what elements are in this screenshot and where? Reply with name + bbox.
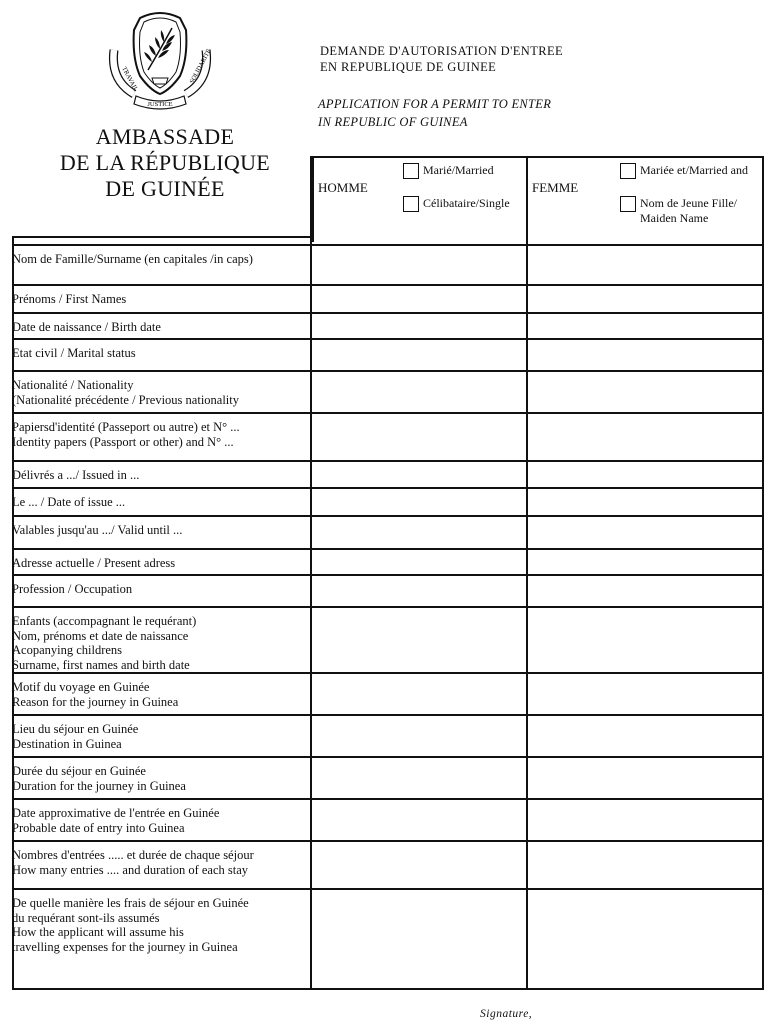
form-title-fr-line-1: DEMANDE D'AUTORISATION D'ENTREE [320, 44, 564, 58]
row-homme-field[interactable] [312, 517, 526, 546]
row-separator [12, 756, 764, 758]
row-homme-field[interactable] [312, 462, 526, 485]
row-separator [12, 840, 764, 842]
row-label-line: Lieu du séjour en Guinée [12, 722, 139, 736]
row-separator [12, 548, 764, 550]
row-label-line: Valables jusqu'au .../ Valid until ... [12, 523, 183, 537]
row-label-line: Identity papers (Passport or other) and N° ... [12, 434, 234, 449]
row-label [12, 556, 312, 571]
row-femme-field[interactable] [528, 489, 762, 513]
coat-of-arms-seal [100, 10, 220, 112]
signature-label: Signature, [480, 1008, 533, 1020]
row-label-line: Date approximative de l'entrée en Guinée [12, 806, 220, 820]
form-title-english [318, 95, 551, 131]
row-homme-field[interactable] [312, 550, 526, 572]
row-label [12, 420, 312, 449]
row-femme-field[interactable] [528, 462, 762, 485]
embassy-line-1: AMBASSADE [95, 124, 235, 149]
row-femme-field[interactable] [528, 842, 762, 886]
row-separator [12, 338, 764, 340]
row-label-line: (Nationalité précédente / Previous nationality [12, 392, 240, 407]
seal-motto-center: JUSTICE [147, 101, 173, 108]
row-label [12, 346, 312, 361]
row-homme-field[interactable] [312, 842, 526, 886]
row-homme-field[interactable] [312, 286, 526, 310]
row-homme-field[interactable] [312, 608, 526, 670]
row-femme-field[interactable] [528, 608, 762, 670]
row-label-line: travelling expenses for the journey in Guinea [12, 939, 238, 954]
row-label-line: Nombres d'entrées ..... et durée de chaque séjour [12, 848, 254, 862]
row-homme-field[interactable] [312, 674, 526, 712]
femme-maiden-name-checkbox[interactable] [620, 196, 636, 212]
row-homme-field[interactable] [312, 758, 526, 796]
row-label [12, 848, 312, 877]
femme-maiden-name-label: Nom de Jeune Fille/ Maiden Name [640, 196, 737, 225]
row-femme-field[interactable] [528, 550, 762, 572]
row-label-line: Papiersd'identité (Passeport ou autre) et N° ... [12, 420, 240, 434]
row-label-line: du requérant sont-ils assumés [12, 910, 160, 925]
row-separator [12, 515, 764, 517]
row-femme-field[interactable] [528, 758, 762, 796]
embassy-name [40, 124, 290, 202]
femme-married-label: Mariée et/Married and [640, 163, 748, 177]
row-label-line: Nom, prénoms et date de naissance [12, 628, 189, 643]
row-femme-field[interactable] [528, 716, 762, 754]
femme-married-checkbox[interactable] [620, 163, 636, 179]
row-label [12, 680, 312, 709]
row-femme-field[interactable] [528, 246, 762, 282]
row-separator [12, 487, 764, 489]
row-homme-field[interactable] [312, 372, 526, 410]
homme-label: HOMME [318, 180, 368, 195]
row-label-line: De quelle manière les frais de séjour en Guinée [12, 896, 249, 910]
row-femme-field[interactable] [528, 414, 762, 458]
row-label [12, 378, 312, 407]
seal-motto-left: TRAVAIL [120, 65, 140, 93]
row-homme-field[interactable] [312, 246, 526, 282]
row-separator [12, 672, 764, 674]
row-label [12, 523, 312, 538]
form-title-french [320, 43, 563, 75]
header-top-border [312, 156, 764, 158]
header-right-border [762, 156, 764, 990]
row-label-line: Le ... / Date of issue ... [12, 495, 126, 509]
homme-single-option[interactable] [403, 196, 510, 212]
row-homme-field[interactable] [312, 489, 526, 513]
row-label-line: Probable date of entry into Guinea [12, 820, 185, 835]
row-label-line: Prénoms / First Names [12, 292, 127, 306]
row-label [12, 495, 312, 510]
row-femme-field[interactable] [528, 890, 762, 986]
row-femme-field[interactable] [528, 674, 762, 712]
form-title-en-line-2: IN REPUBLIC OF GUINEA [318, 115, 468, 129]
homme-single-checkbox[interactable] [403, 196, 419, 212]
row-femme-field[interactable] [528, 517, 762, 546]
row-label [12, 292, 312, 307]
embassy-line-2: DE LA RÉPUBLIQUE [59, 150, 271, 175]
seal-motto-right: SOLIDARITE [188, 47, 213, 85]
row-separator [12, 574, 764, 576]
row-separator [12, 460, 764, 462]
row-label [12, 722, 312, 751]
row-label-line: Acopanying childrens [12, 643, 123, 657]
homme-married-label: Marié/Married [423, 163, 494, 177]
row-label [12, 806, 312, 835]
row-femme-field[interactable] [528, 340, 762, 368]
row-label-line: Duration for the journey in Guinea [12, 778, 186, 793]
table-top-border [12, 236, 312, 238]
row-separator [12, 370, 764, 372]
row-label-line: Etat civil / Marital status [12, 346, 136, 360]
row-separator [12, 284, 764, 286]
row-homme-field[interactable] [312, 890, 526, 986]
homme-married-checkbox[interactable] [403, 163, 419, 179]
row-label [12, 764, 312, 793]
row-separator [12, 714, 764, 716]
row-label-line: Surname, first names and birth date [12, 657, 190, 672]
row-label-line: Reason for the journey in Guinea [12, 694, 179, 709]
row-homme-field[interactable] [312, 314, 526, 336]
row-homme-field[interactable] [312, 414, 526, 458]
row-separator [12, 606, 764, 608]
row-label-line: Motif du voyage en Guinée [12, 680, 150, 694]
row-femme-field[interactable] [528, 576, 762, 604]
row-separator [12, 888, 764, 890]
row-label-line: Nom de Famille/Surname (en capitales /in caps) [12, 252, 253, 266]
row-homme-field[interactable] [312, 716, 526, 754]
row-homme-field[interactable] [312, 340, 526, 368]
row-femme-field[interactable] [528, 800, 762, 838]
homme-single-label: Célibataire/Single [423, 196, 510, 210]
row-label-line: Date de naissance / Birth date [12, 320, 161, 334]
row-separator [12, 798, 764, 800]
femme-label: FEMME [532, 180, 579, 195]
row-separator [12, 244, 764, 246]
row-homme-field[interactable] [312, 800, 526, 838]
table-bottom-border [12, 988, 764, 990]
row-separator [12, 412, 764, 414]
row-label [12, 614, 312, 672]
row-label [12, 582, 312, 597]
row-label [12, 252, 312, 267]
row-label-line: Délivrés a .../ Issued in ... [12, 468, 140, 482]
header-left-border [312, 156, 314, 242]
row-femme-field[interactable] [528, 314, 762, 336]
row-label-line: Durée du séjour en Guinée [12, 764, 146, 778]
row-label-line: Enfants (accompagnant le requérant) [12, 614, 197, 628]
homme-married-option[interactable] [403, 163, 494, 179]
row-femme-field[interactable] [528, 286, 762, 310]
row-label [12, 468, 312, 483]
row-label-line: Destination in Guinea [12, 736, 122, 751]
row-label-line: Profession / Occupation [12, 582, 133, 596]
row-label-line: Nationalité / Nationality [12, 378, 134, 392]
row-label-line: How the applicant will assume his [12, 925, 184, 939]
femme-maiden-name-option[interactable] [620, 196, 737, 226]
row-label [12, 320, 312, 335]
row-label-line: How many entries .... and duration of each stay [12, 862, 249, 877]
row-homme-field[interactable] [312, 576, 526, 604]
row-label-line: Adresse actuelle / Present adress [12, 556, 176, 570]
row-femme-field[interactable] [528, 372, 762, 410]
row-label [12, 896, 312, 954]
row-separator [12, 312, 764, 314]
form-title-en-line-1: APPLICATION FOR A PERMIT TO ENTER [318, 97, 552, 111]
embassy-line-3: DE GUINÉE [105, 176, 225, 201]
femme-married-option[interactable] [620, 163, 748, 179]
form-title-fr-line-2: EN REPUBLIQUE DE GUINEE [320, 60, 497, 74]
